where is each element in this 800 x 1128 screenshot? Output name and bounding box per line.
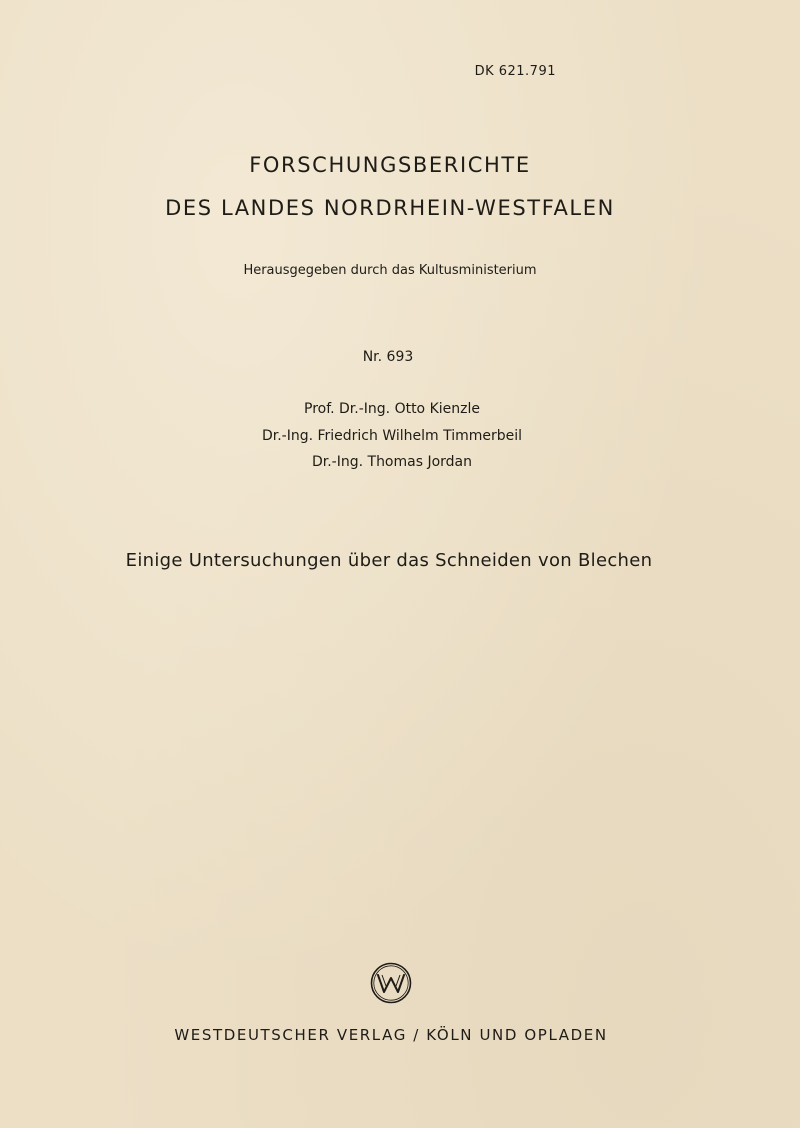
publisher-name: WESTDEUTSCHER VERLAG / KÖLN UND OPLADEN — [174, 1026, 608, 1044]
issue-number: Nr. 693 — [362, 349, 414, 365]
series-title-line-2: DES LANDES NORDRHEIN-WESTFALEN — [165, 196, 615, 220]
series-title-line-1: FORSCHUNGSBERICHTE — [249, 153, 531, 177]
classification-number: DK 621.791 — [474, 64, 556, 79]
editor-note: Herausgegeben durch das Kultusministerium — [243, 263, 537, 278]
author-2: Dr.-Ing. Friedrich Wilhelm Timmerbeil — [261, 428, 523, 444]
westdeutscher-verlag-logo-icon — [370, 962, 412, 1004]
author-3: Dr.-Ing. Thomas Jordan — [311, 454, 473, 470]
work-title: Einige Untersuchungen über das Schneiden von Blechen — [125, 550, 653, 571]
author-1: Prof. Dr.-Ing. Otto Kienzle — [304, 401, 480, 417]
